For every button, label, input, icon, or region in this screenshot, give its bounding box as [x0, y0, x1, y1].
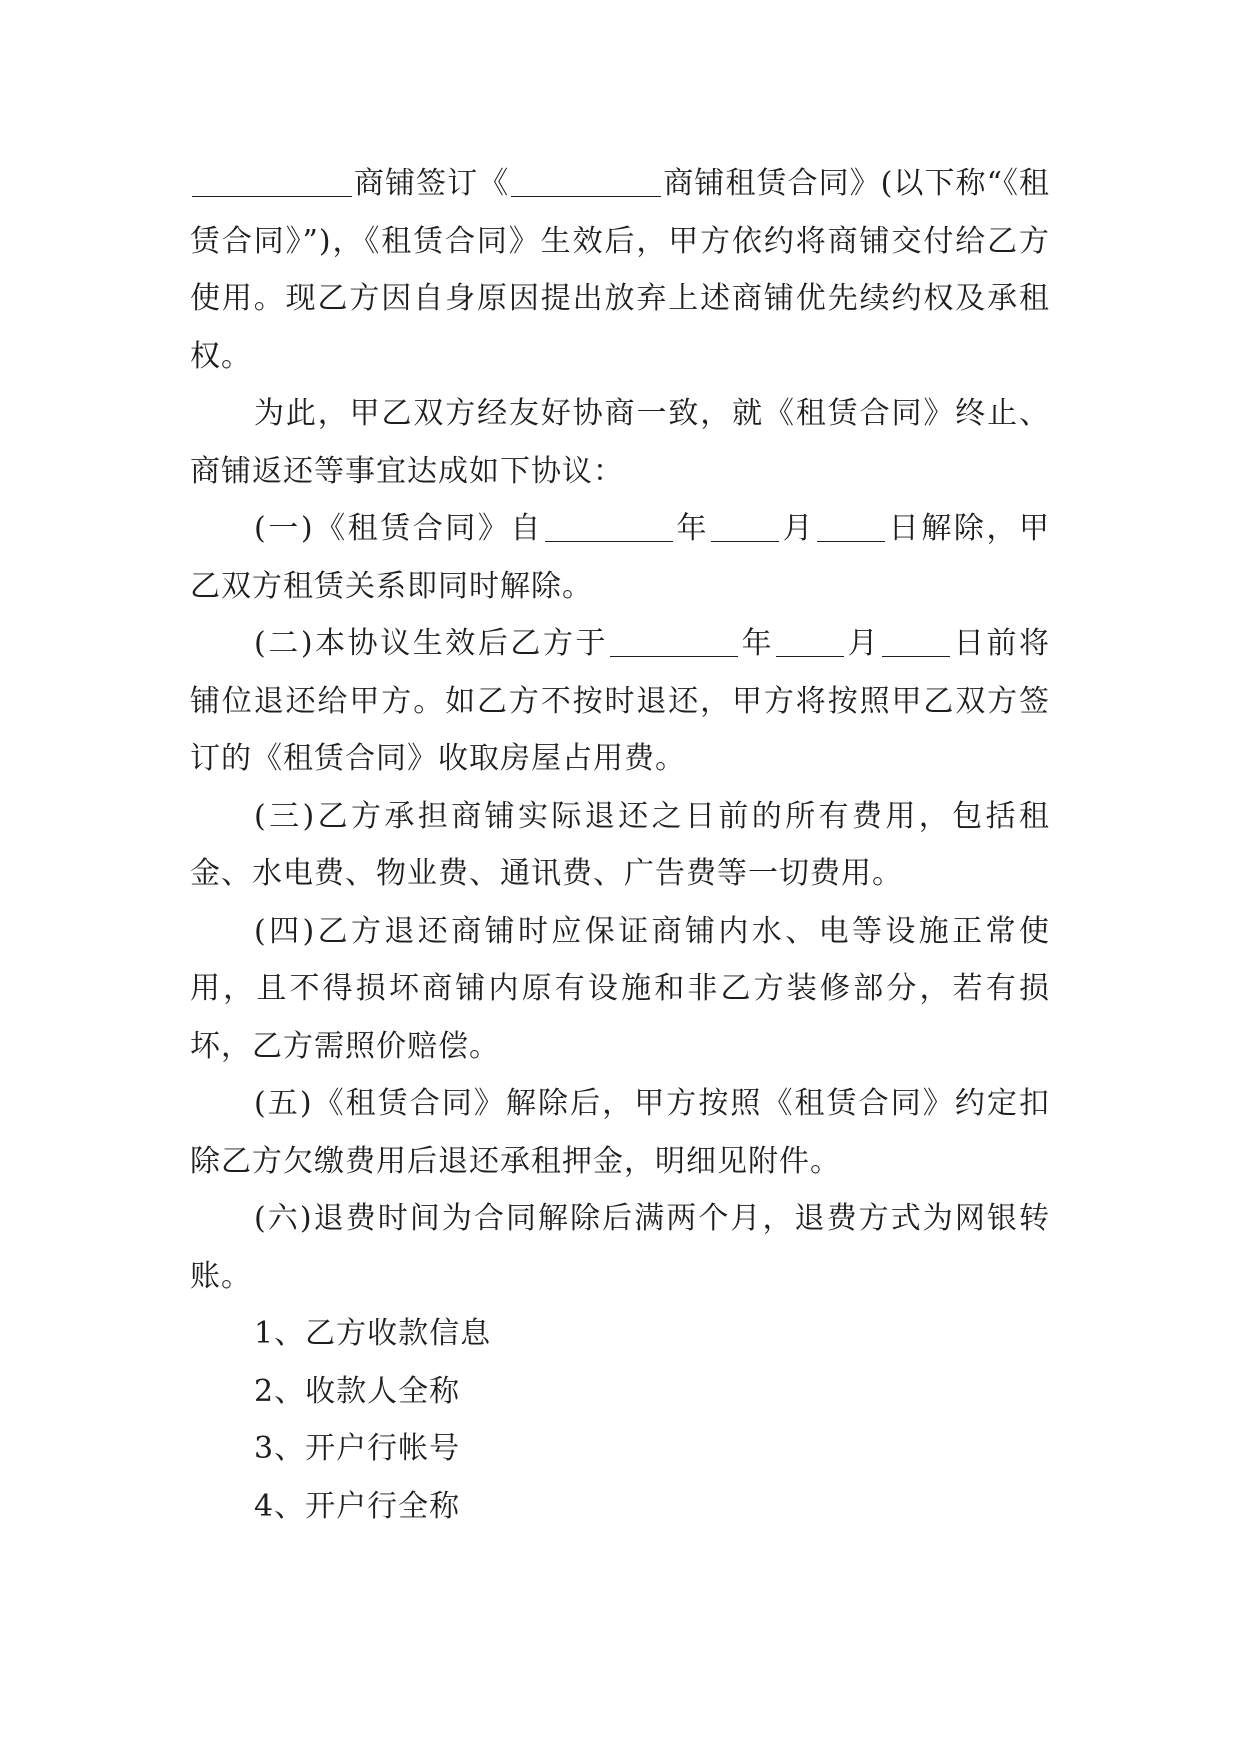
intro-paragraph: [190, 155, 1050, 385]
blank-line: [882, 624, 950, 657]
list-item-1: 1、乙方收款信息: [254, 1316, 492, 1351]
document-body: [190, 155, 1050, 1535]
intro-text-1: 商铺签订《: [354, 166, 510, 201]
list-item-4: 4、开户行全称: [254, 1488, 461, 1524]
clause-5: (五)《租赁合同》解除后，甲方按照《租赁合同》约定扣除乙方欠缴费用后退还承租押金，明细见附件。: [190, 1086, 1050, 1179]
blank-line: [817, 509, 885, 542]
intro-text-2: 商铺租赁合同》(以下称“《租赁合同》”)，《租赁合同》生效后，甲方依约将商铺交付给乙方使用。现乙方因自身原因提出放弃上述商铺优先续约权及承租权。: [190, 166, 1051, 374]
agreement-paragraph: 为此，甲乙双方经友好协商一致，就《租赁合同》终止、商铺返还等事宜达成如下协议：: [190, 396, 1050, 489]
clause-6: (六)退费时间为合同解除后满两个月，退费方式为网银转账。: [190, 1201, 1050, 1294]
clause-2-text-b: 日前将铺位退还给甲方。如乙方不按时退还，甲方将按照甲乙双方签订的《租赁合同》收取房屋占用费。: [190, 626, 1051, 776]
blank-line: [610, 624, 738, 657]
clause-1-text-a: (一)《租赁合同》自: [254, 511, 543, 546]
blank-line: [511, 164, 661, 197]
clause-2: [190, 615, 1050, 788]
list-item-2: 2、收款人全称: [254, 1373, 461, 1409]
clause-3: (三)乙方承担商铺实际退还之日前的所有费用，包括租金、水电费、物业费、通讯费、广告费等一切费用。: [190, 798, 1050, 891]
clause-4: (四)乙方退还商铺时应保证商铺内水、电等设施正常使用，且不得损坏商铺内原有设施和非乙方装修部分，若有损坏，乙方需照价赔偿。: [190, 913, 1050, 1064]
blank-line: [776, 624, 844, 657]
list-item-3: 3、开户行帐号: [254, 1431, 461, 1466]
blank-line: [545, 509, 673, 542]
clause-1: [190, 500, 1050, 615]
clause-2-year: 年: [740, 626, 775, 661]
clause-1-month: 月: [781, 511, 816, 546]
clause-2-text-a: (二)本协议生效后乙方于: [254, 626, 609, 661]
blank-line: [711, 509, 779, 542]
clause-1-text-b: 日解除，甲乙双方租赁关系即同时解除。: [190, 511, 1051, 604]
clause-1-year: 年: [674, 511, 710, 546]
blank-line: [192, 164, 352, 197]
clause-2-month: 月: [846, 626, 881, 661]
